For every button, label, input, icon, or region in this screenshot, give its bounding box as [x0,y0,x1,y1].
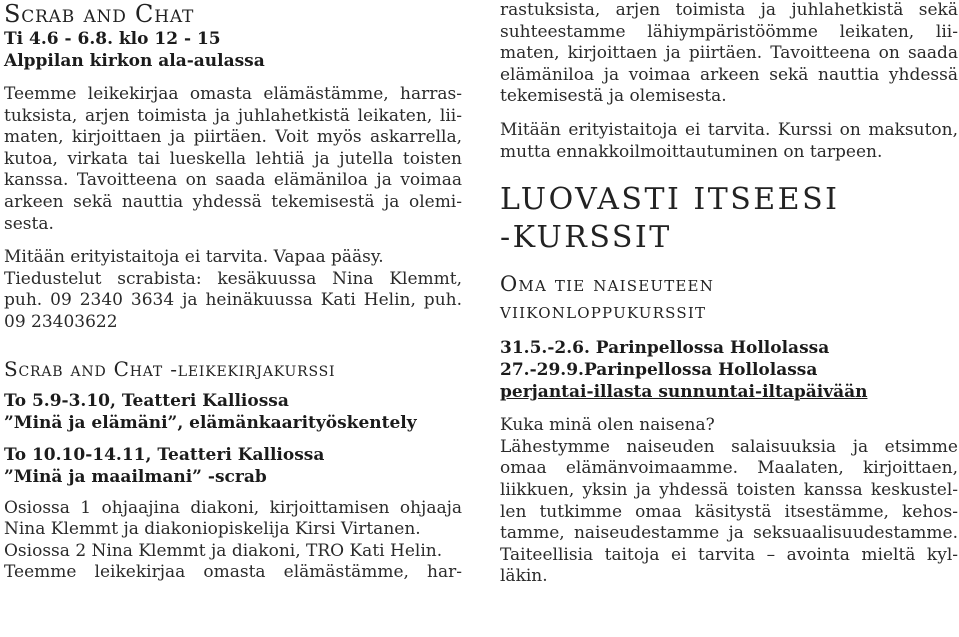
text-line: tamme, naiseudestamme ja seksuaalisuudestamme. [500,523,958,544]
left-column [4,0,462,584]
course-date-2: 27.-29.9.Parinpellossa Hollolassa [500,360,818,381]
event-place: Alppilan kirkon ala-aulassa [4,51,265,71]
event-contact-info [4,247,462,333]
text-line: tekemisestä ja olemisesta. [500,86,727,107]
event-date: Ti 4.6 - 6.8. klo 12 - 15 [4,29,221,49]
course-part2-date: To 10.10-14.11, Teatteri Kalliossa [4,444,325,465]
text-line: sesta. [4,213,54,234]
event-description [4,84,462,235]
course-requirements [500,120,958,163]
text-line: mutta ennakkoilmoittautuminen on tarpeen. [500,141,883,162]
text-line: puh. 09 2340 3634 ja heinäkuussa Kati Helin, puh. [4,290,462,311]
text-line: Osiossa 1 ohjaajina diakoni, kirjoittamisen ohjaaja [4,497,462,518]
text-line: kanssa. Tavoitteena on saada elämäniloa ja voimaa [4,170,462,191]
course-schedule: perjantai-illasta sunnuntai-iltapäivään [500,382,868,403]
course-part2-name: ”Minä ja maailmani” -scrab [4,466,267,487]
text-line: arkeen sekä nauttia yhdessä tekemisestä ja olemi- [4,191,462,212]
text-line: Mitään erityistaitoja ei tarvita. Vapaa pääsy. [4,247,384,268]
text-line: Mitään erityistaitoja ei tarvita. Kurssi on maksuton, [500,119,958,140]
text-line: maten, kirjoittaen ja piirtäen. Voit myös askarrella, [4,127,462,148]
text-line: len tutkimme omaa käsitystä itsestämme, kehos- [500,501,958,522]
text-line: läkin. [500,566,548,587]
course-title: Scrab and Chat -leikekirjakurssi [4,356,336,381]
text-line: Teemme leikekirjaa omasta elämästämme, harras- [4,84,462,104]
right-column [500,0,958,588]
course-description-continued [500,0,958,108]
text-line: Lähestymme naiseuden salaisuuksia ja etsimme [500,436,958,457]
text-line: liikkuen, yksin ja yhdessä toisten kanssa keskustel- [500,479,958,500]
text-line: Taiteellisia taitoja ei tarvita – avointa mieltä kyl- [500,544,958,565]
course-part1-name: ”Minä ja elämäni”, elämänkaarityöskentely [4,412,417,433]
course-date-1: 31.5.-2.6. Parinpellossa Hollolassa [500,338,830,359]
text-line: rastuksista, arjen toimista ja juhlahetkistä sekä [500,0,958,20]
text-line: 09 23403622 [4,311,118,332]
luovasti-description [500,415,958,588]
text-line: kutoa, virkata tai lueskella lehtiä ja jutella toisten [4,148,462,169]
luovasti-title-line1: LUOVASTI ITSEESI [500,182,840,218]
text-line: maten, kirjoittaen ja piirtäen. Tavoitteena on saada [500,43,958,64]
text-line: Tiedustelut scrabista: kesäkuussa Nina Klemmt, [4,268,462,289]
text-line: suhteestamme lähiympäristöömme leikaten, lii- [500,21,958,42]
text-line: Osiossa 2 Nina Klemmt ja diakoni, TRO Kati Helin. [4,540,443,561]
luovasti-title-line2: -KURSSIT [500,220,672,256]
course-part1-date: To 5.9-3.10, Teatteri Kalliossa [4,390,289,411]
subtitle-line2: viikonloppukurssit [500,299,707,324]
text-line: tuksista, arjen toimista ja juhlahetkistä leikaten, lii- [4,105,462,126]
text-line: elämäniloa ja voimaa arkeen sekä nauttia yhdessä [500,64,958,85]
course-description [4,498,462,584]
text-line: Nina Klemmt ja diakoniopiskelija Kirsi Virtanen. [4,519,421,540]
subtitle-line1: Oma tie naiseuteen [500,272,715,297]
text-line: omaa elämänvoimaamme. Maalaten, kirjoittaen, [500,458,958,479]
event-title: Scrab and Chat [4,0,195,28]
text-line: Kuka minä olen naisena? [500,415,715,436]
text-line: Teemme leikekirjaa omasta elämästämme, har- [4,562,462,583]
